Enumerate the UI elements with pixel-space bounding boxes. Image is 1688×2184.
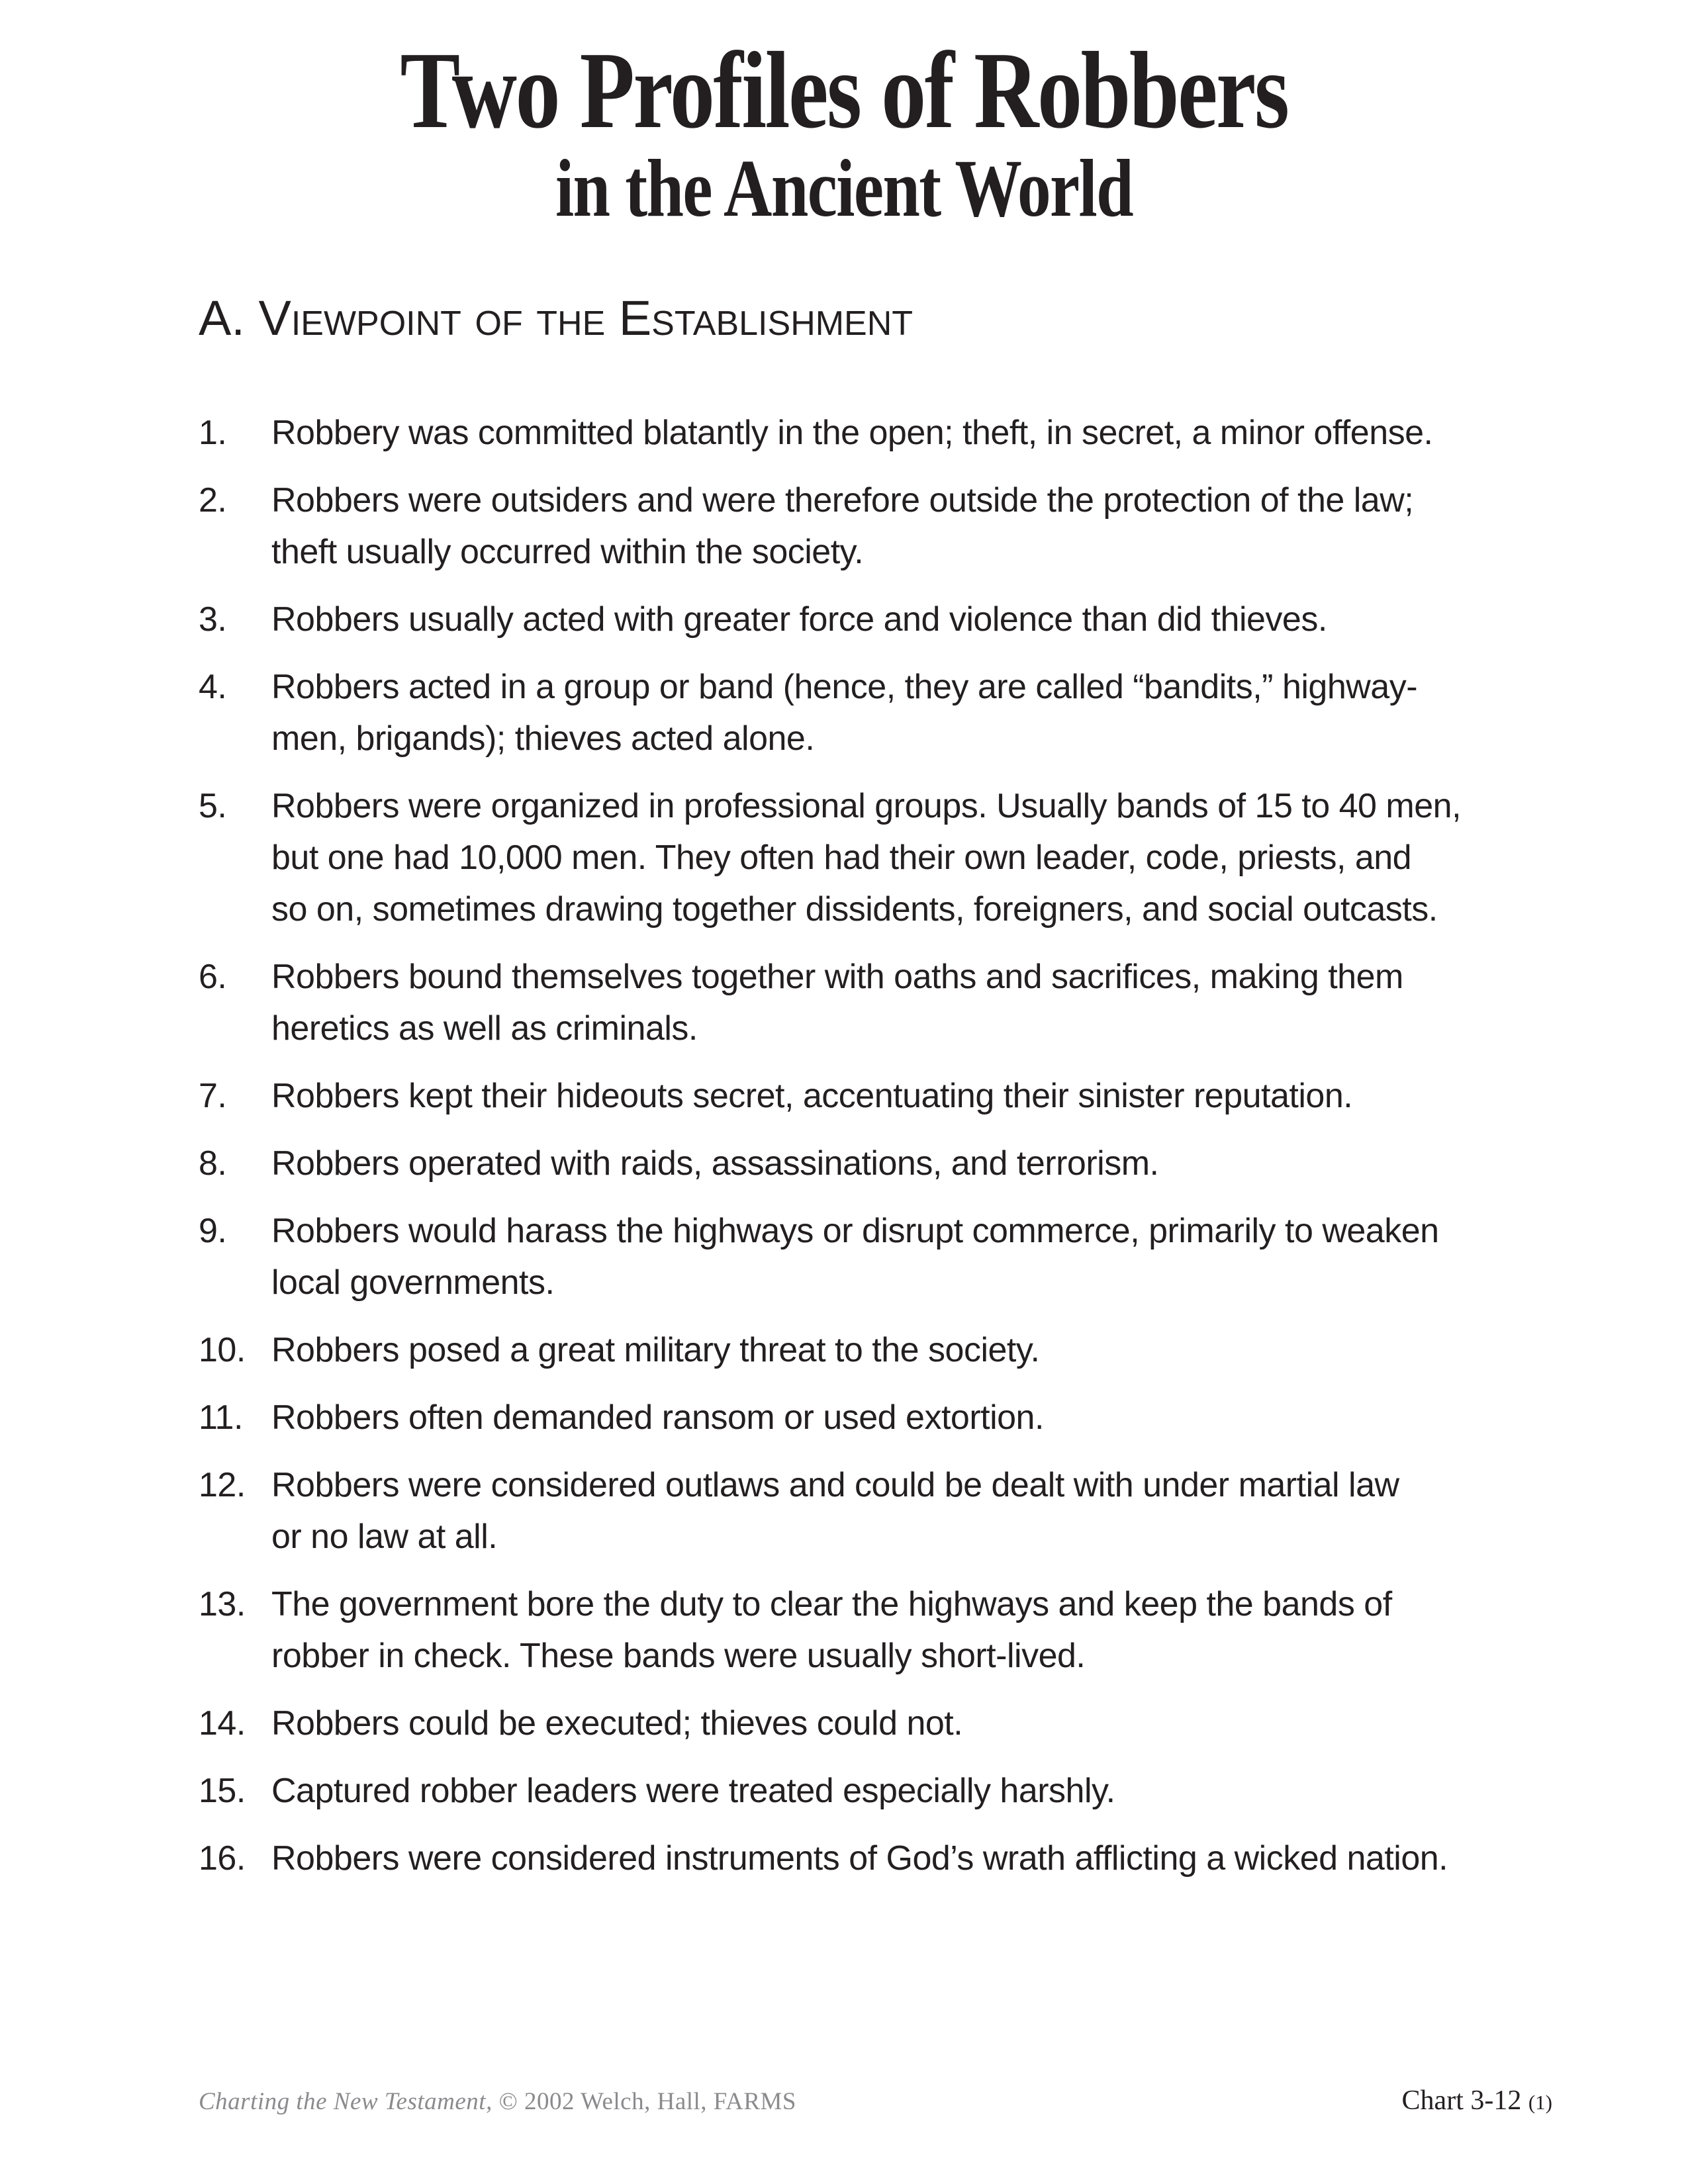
item-text-line: Robbers could be executed; thieves could not. — [271, 1704, 963, 1743]
item-text-line: so on, sometimes drawing together dissidents, foreigners, and social outcasts. — [271, 890, 1438, 929]
list-item — [199, 407, 1562, 459]
item-text-line: robber in check. These bands were usually short-lived. — [271, 1637, 1086, 1676]
item-text-line: or no law at all. — [271, 1518, 498, 1557]
list-item — [199, 1392, 1562, 1443]
item-text-line: heretics as well as criminals. — [271, 1009, 698, 1048]
item-text — [271, 407, 1562, 459]
footer-credit-source: Charting the New Testament, — [199, 2088, 492, 2115]
list-item — [199, 1698, 1562, 1749]
item-text-line: Robbery was committed blatantly in the open; theft, in secret, a minor offense. — [271, 414, 1433, 453]
item-number: 10. — [199, 1331, 246, 1370]
item-text-line: Robbers bound themselves together with oaths and sacrifices, making them — [271, 958, 1403, 997]
list-item — [199, 780, 1562, 935]
item-text — [271, 1698, 1562, 1749]
item-text-line: Robbers were considered outlaws and could be dealt with under martial law — [271, 1466, 1399, 1505]
item-text-line: Robbers operated with raids, assassinations, and terrorism. — [271, 1144, 1159, 1183]
list-item — [199, 1070, 1562, 1122]
list-item — [199, 594, 1562, 645]
item-text — [271, 1138, 1562, 1189]
list-item — [199, 1205, 1562, 1308]
item-text-line: Robbers were organized in professional groups. Usually bands of 15 to 40 men, — [271, 787, 1462, 826]
item-text-line: but one had 10,000 men. They often had their own leader, code, priests, and — [271, 839, 1412, 878]
item-text-line: Robbers usually acted with greater force and violence than did thieves. — [271, 600, 1327, 639]
item-number: 13. — [199, 1585, 246, 1624]
item-text-line: The government bore the duty to clear the highways and keep the bands of — [271, 1585, 1392, 1624]
item-number: 12. — [199, 1466, 246, 1505]
item-number: 4. — [199, 668, 227, 707]
item-text-line: Robbers kept their hideouts secret, accentuating their sinister reputation. — [271, 1077, 1353, 1116]
footer-credit-copyright: © 2002 Welch, Hall, FARMS — [492, 2088, 797, 2115]
item-text — [271, 780, 1562, 935]
item-number: 1. — [199, 414, 227, 453]
item-text — [271, 661, 1562, 764]
item-text — [271, 1070, 1562, 1122]
item-number: 15. — [199, 1772, 246, 1811]
item-number: 11. — [199, 1398, 243, 1437]
list-item — [199, 951, 1562, 1054]
item-text — [271, 1205, 1562, 1308]
item-text — [271, 1324, 1562, 1376]
chart-page-number: (1) — [1528, 2091, 1552, 2114]
section-heading: A. Viewpoint of the Establishment — [199, 291, 914, 346]
item-number: 9. — [199, 1212, 227, 1251]
list-item — [199, 1833, 1562, 1884]
item-text-line: local governments. — [271, 1263, 555, 1302]
item-text — [271, 1459, 1562, 1563]
list-item — [199, 1138, 1562, 1189]
item-number: 6. — [199, 958, 227, 997]
item-text — [271, 1765, 1562, 1817]
list-item — [199, 1578, 1562, 1682]
item-text-line: Robbers would harass the highways or disrupt commerce, primarily to weaken — [271, 1212, 1439, 1251]
page-footer — [199, 2085, 1552, 2116]
item-text — [271, 1578, 1562, 1682]
list-item — [199, 475, 1562, 578]
item-text-line: Robbers were considered instruments of God’s wrath afflicting a wicked nation. — [271, 1839, 1448, 1878]
item-text-line: Captured robber leaders were treated especially harshly. — [271, 1772, 1115, 1811]
item-list — [199, 407, 1562, 1884]
item-text-line: theft usually occurred within the society. — [271, 533, 864, 572]
item-text-line: Robbers posed a great military threat to the society. — [271, 1331, 1040, 1370]
item-number: 14. — [199, 1704, 246, 1743]
chart-label: Chart 3-12 — [1401, 2085, 1528, 2116]
item-number: 5. — [199, 787, 227, 826]
item-text-line: Robbers were outsiders and were therefore outside the protection of the law; — [271, 481, 1414, 520]
item-text — [271, 1392, 1562, 1443]
list-item — [199, 1324, 1562, 1376]
item-text-line: men, brigands); thieves acted alone. — [271, 719, 815, 758]
item-text-line: Robbers often demanded ransom or used extortion. — [271, 1398, 1044, 1437]
page-title — [152, 0, 1536, 232]
item-text — [271, 594, 1562, 645]
item-text — [271, 951, 1562, 1054]
item-text — [271, 1833, 1562, 1884]
list-item — [199, 661, 1562, 764]
item-number: 16. — [199, 1839, 246, 1878]
list-item — [199, 1765, 1562, 1817]
page-title-line2: in the Ancient World — [555, 143, 1133, 234]
footer-credit — [199, 2087, 796, 2116]
item-number: 8. — [199, 1144, 227, 1183]
page-title-line1: Two Profiles of Robbers — [400, 29, 1288, 151]
item-text — [271, 475, 1562, 578]
item-text-line: Robbers acted in a group or band (hence, they are called “bandits,” highway- — [271, 668, 1418, 707]
item-number: 7. — [199, 1077, 227, 1116]
footer-chart-number — [1402, 2085, 1552, 2116]
list-item — [199, 1459, 1562, 1563]
item-number: 2. — [199, 481, 227, 520]
item-number: 3. — [199, 600, 227, 639]
